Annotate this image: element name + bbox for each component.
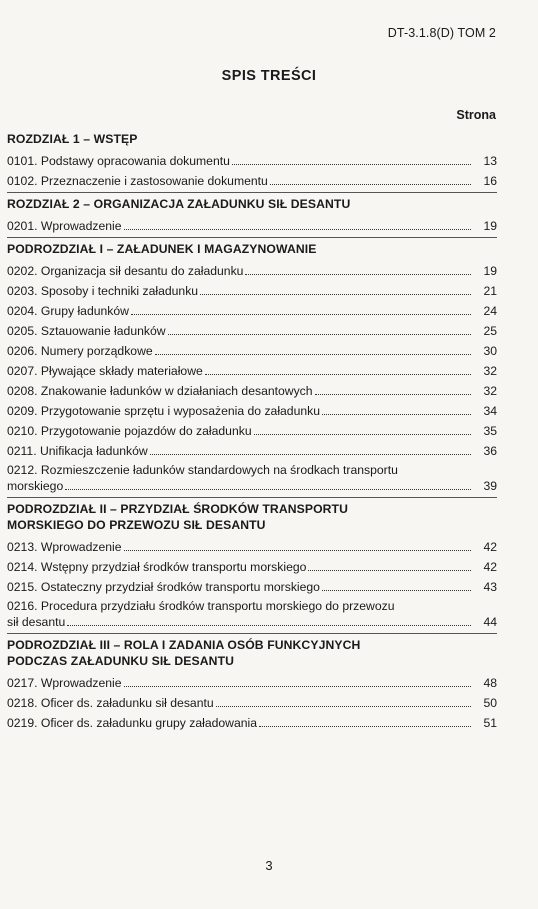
toc-entry[interactable] — [7, 343, 497, 359]
toc-page-number: 13 — [483, 154, 497, 168]
toc-entry-title: 0214. Wstępny przydział środków transportu morskiego — [7, 560, 307, 574]
toc-entry-title: 0102. Przeznaczenie i zastosowanie dokumentu — [7, 174, 268, 188]
toc-entry-title: 0205. Sztauowanie ładunków — [7, 324, 166, 338]
toc-page-number: 32 — [483, 384, 497, 398]
section-heading-line: PODCZAS ZAŁADUNKU SIŁ DESANTU — [7, 654, 235, 668]
toc-entry[interactable] — [7, 675, 497, 691]
toc-entry-title: 0101. Podstawy opracowania dokumentu — [7, 154, 230, 168]
toc-entry[interactable] — [7, 403, 497, 419]
toc-page-number: 43 — [483, 580, 497, 594]
toc-entry-title: 0215. Ostateczny przydział środków transportu morskiego — [7, 580, 320, 594]
section-heading-line: PODROZDZIAŁ III – ROLA I ZADANIA OSÓB FUNKCYJNYCH — [7, 638, 361, 652]
toc-page-number: 39 — [483, 479, 497, 493]
toc-entry-title: 0218. Oficer ds. załadunku sił desantu — [7, 696, 214, 710]
toc-page-number: 42 — [483, 540, 497, 554]
toc-entry[interactable] — [7, 263, 497, 279]
toc-entry[interactable] — [7, 283, 497, 299]
section-heading — [7, 237, 497, 259]
toc-entry[interactable] — [7, 383, 497, 399]
toc-page-number: 42 — [483, 560, 497, 574]
toc-entry[interactable] — [7, 423, 497, 439]
toc-page-number: 34 — [483, 404, 497, 418]
dot-leader — [259, 726, 471, 727]
dot-leader — [270, 184, 471, 185]
toc-entry-title: 0219. Oficer ds. załadunku grupy załadowania — [7, 716, 257, 730]
section-heading-line: MORSKIEGO DO PRZEWOZU SIŁ DESANTU — [7, 518, 266, 532]
toc-entry-title: 0207. Pływające składy materiałowe — [7, 364, 203, 378]
toc-entry-title: 0208. Znakowanie ładunków w działaniach desantowych — [7, 384, 313, 398]
toc-entry-title: 0213. Wprowadzenie — [7, 540, 122, 554]
dot-leader — [67, 625, 471, 626]
page-number: 3 — [265, 858, 273, 873]
toc-page-number: 16 — [483, 174, 497, 188]
toc-page-number: 48 — [483, 676, 497, 690]
toc-page-number: 19 — [483, 264, 497, 278]
dot-leader — [245, 274, 471, 275]
dot-leader — [216, 706, 471, 707]
section-heading-line: PODROZDZIAŁ I – ZAŁADUNEK I MAGAZYNOWANIE — [7, 242, 317, 256]
toc-entry[interactable] — [7, 363, 497, 379]
dot-leader — [254, 434, 471, 435]
toc-entry[interactable] — [7, 218, 497, 234]
toc-entry[interactable] — [7, 598, 497, 630]
toc-entry-title-continued: sił desantu — [7, 615, 66, 629]
dot-leader — [131, 314, 471, 315]
toc-entry-title: 0212. Rozmieszczenie ładunków standardowych na środkach transportu — [7, 463, 398, 477]
toc-entry-title: 0217. Wprowadzenie — [7, 676, 122, 690]
toc-entry-title: 0203. Sposoby i techniki załadunku — [7, 284, 199, 298]
toc-page-number: 44 — [483, 615, 497, 629]
toc-entry-title: 0201. Wprowadzenie — [7, 219, 122, 233]
dot-leader — [150, 454, 471, 455]
toc-page-number: 36 — [483, 444, 497, 458]
section-heading-line: ROZDZIAŁ 2 – ORGANIZACJA ZAŁADUNKU SIŁ DESANTU — [7, 197, 351, 211]
toc-entry-title: 0206. Numery porządkowe — [7, 344, 153, 358]
dot-leader — [322, 414, 471, 415]
toc-entry[interactable] — [7, 303, 497, 319]
dot-leader — [322, 590, 471, 591]
dot-leader — [200, 294, 471, 295]
toc-entry[interactable] — [7, 173, 497, 189]
section-heading-line: ROZDZIAŁ 1 – WSTĘP — [7, 132, 138, 146]
section-heading — [7, 497, 497, 535]
toc-page-number: 32 — [483, 364, 497, 378]
section-heading — [7, 131, 497, 149]
toc-page-number: 19 — [483, 219, 497, 233]
toc-page-number: 25 — [483, 324, 497, 338]
page-title: SPIS TREŚCI — [221, 68, 317, 84]
table-of-contents — [7, 128, 497, 732]
page-column-label: Strona — [456, 108, 496, 122]
document-id: DT-3.1.8(D) TOM 2 — [387, 26, 496, 40]
dot-leader — [168, 334, 471, 335]
dot-leader — [232, 164, 471, 165]
dot-leader — [308, 570, 471, 571]
section-heading — [7, 633, 497, 671]
toc-entry-title: 0202. Organizacja sił desantu do załadunku — [7, 264, 244, 278]
toc-page-number: 24 — [483, 304, 497, 318]
dot-leader — [124, 550, 472, 551]
toc-entry-title-continued: morskiego — [7, 479, 64, 493]
toc-page-number: 21 — [483, 284, 497, 298]
dot-leader — [65, 489, 471, 490]
dot-leader — [155, 354, 471, 355]
toc-entry[interactable] — [7, 559, 497, 575]
toc-entry-title: 0209. Przygotowanie sprzętu i wyposażenia do załadunku — [7, 404, 321, 418]
section-heading-line: PODROZDZIAŁ II – PRZYDZIAŁ ŚRODKÓW TRANSPORTU — [7, 502, 349, 516]
toc-page-number: 35 — [483, 424, 497, 438]
section-heading — [7, 192, 497, 214]
toc-entry[interactable] — [7, 443, 497, 459]
toc-entry-title: 0211. Unifikacja ładunków — [7, 444, 148, 458]
toc-page-number: 50 — [483, 696, 497, 710]
toc-entry[interactable] — [7, 153, 497, 169]
toc-entry[interactable] — [7, 695, 497, 711]
toc-entry[interactable] — [7, 462, 497, 494]
toc-page-number: 30 — [483, 344, 497, 358]
toc-entry[interactable] — [7, 539, 497, 555]
toc-entry-title: 0204. Grupy ładunków — [7, 304, 129, 318]
toc-page-number: 51 — [483, 716, 497, 730]
toc-entry[interactable] — [7, 715, 497, 731]
dot-leader — [124, 229, 472, 230]
toc-entry-title: 0216. Procedura przydziału środków transportu morskiego do przewozu — [7, 599, 395, 613]
toc-entry-title: 0210. Przygotowanie pojazdów do załadunku — [7, 424, 252, 438]
dot-leader — [124, 686, 472, 687]
dot-leader — [315, 394, 471, 395]
toc-entry[interactable] — [7, 579, 497, 595]
toc-entry[interactable] — [7, 323, 497, 339]
dot-leader — [205, 374, 471, 375]
